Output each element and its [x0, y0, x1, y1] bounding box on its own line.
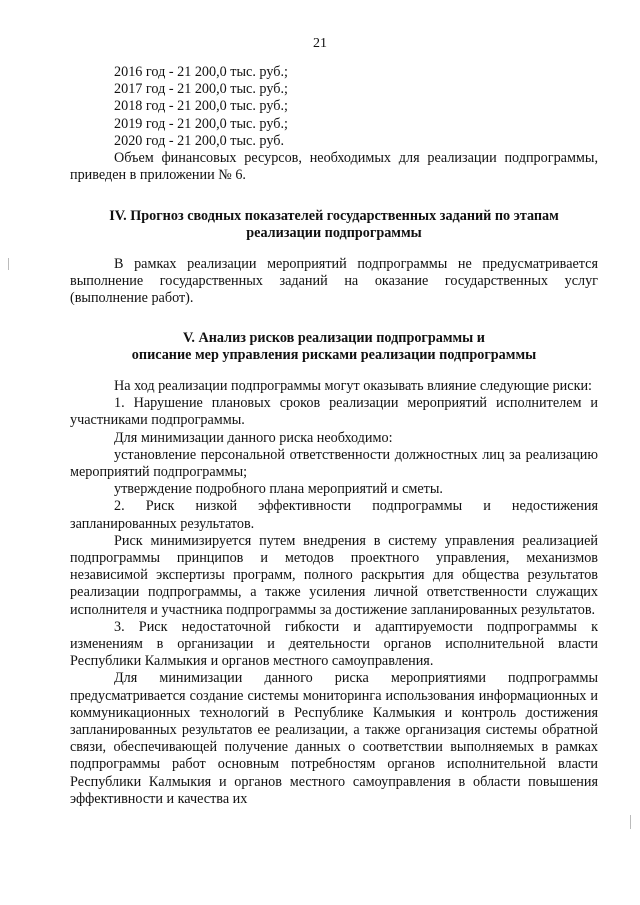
section-4-paragraph: В рамках реализации мероприятий подпрограммы не предусматривается выполнение государственных заданий на оказание государственных услуг (выполнение работ). [70, 256, 598, 307]
section-4-title [70, 208, 598, 242]
page-number: 21 [313, 36, 327, 51]
funding-year-2016: 2016 год - 21 200,0 тыс. руб.; [114, 64, 288, 80]
section-4-title-line2: реализации подпрограммы [246, 225, 422, 241]
scan-mark-right [630, 815, 631, 829]
risk-1-measure-2: утверждение подробного плана мероприятий и сметы. [114, 481, 443, 498]
risks-intro: На ход реализации подпрограммы могут оказывать влияние следующие риски: [114, 378, 593, 394]
scan-mark-left [8, 258, 9, 270]
risk-1-minimization: Для минимизации данного риска необходимо: [114, 429, 393, 446]
funding-year-2019: 2019 год - 21 200,0 тыс. руб.; [114, 115, 288, 132]
funding-year-2017: 2017 год - 21 200,0 тыс. руб.; [114, 81, 288, 98]
section-4-title-line1: IV. Прогноз сводных показателей государственных заданий по этапам [109, 208, 559, 224]
funding-list [70, 64, 598, 184]
risk-2-minimization: Риск минимизируется путем внедрения в систему управления реализацией подпрограммы принципов и методов проектного управления, механизмов независимой экспертизы программ, полного раскрытия для общества результатов реализации подпрограммы, а также усиления личной ответственности служащих исполнителя и участника подпрограммы за достижение запланированных результатов. [70, 532, 598, 618]
funding-year-2018: 2018 год - 21 200,0 тыс. руб.; [114, 98, 288, 115]
risk-2: 2. Риск низкой эффективности подпрограммы и недостижения запланированных результатов. [70, 498, 598, 532]
risk-3: 3. Риск недостаточной гибкости и адаптируемости подпрограммы к изменениям в организации и деятельности органов исполнительной власти Республики Калмыкия и органов местного самоуправления. [70, 618, 598, 670]
risk-1: 1. Нарушение плановых сроков реализации мероприятий исполнителем и участниками подпрограммы. [70, 395, 598, 429]
section-5-title-line1: V. Анализ рисков реализации подпрограммы и [183, 330, 485, 346]
section-4-body [70, 256, 598, 308]
section-5-body [70, 378, 598, 808]
section-5-title [70, 330, 598, 364]
funding-note: Объем финансовых ресурсов, необходимых для реализации подпрограммы, приведен в приложении № 6. [70, 150, 598, 184]
section-5-title-line2: описание мер управления рисками реализации подпрограммы [131, 347, 537, 363]
risk-1-measure-1: установление персональной ответственности должностных лиц за реализацию мероприятий подпрограммы; [70, 446, 598, 481]
risk-3-minimization: Для минимизации данного риска мероприятиями подпрограммы предусматривается создание системы мониторинга использования информационных и коммуникационных технологий в Республике Калмыкия и контроль достижения запланированных результатов ее реализации, а также организация системы обратной связи, обеспечивающей получение данных о соответствии выполняемых в рамках подпрограммы работ основным потребностям органов исполнительной власти Республики Калмыкия и органов местного самоуправления в области повышения эффективности и качества их [70, 670, 598, 807]
funding-year-2020: 2020 год - 21 200,0 тыс. руб. [114, 132, 285, 149]
